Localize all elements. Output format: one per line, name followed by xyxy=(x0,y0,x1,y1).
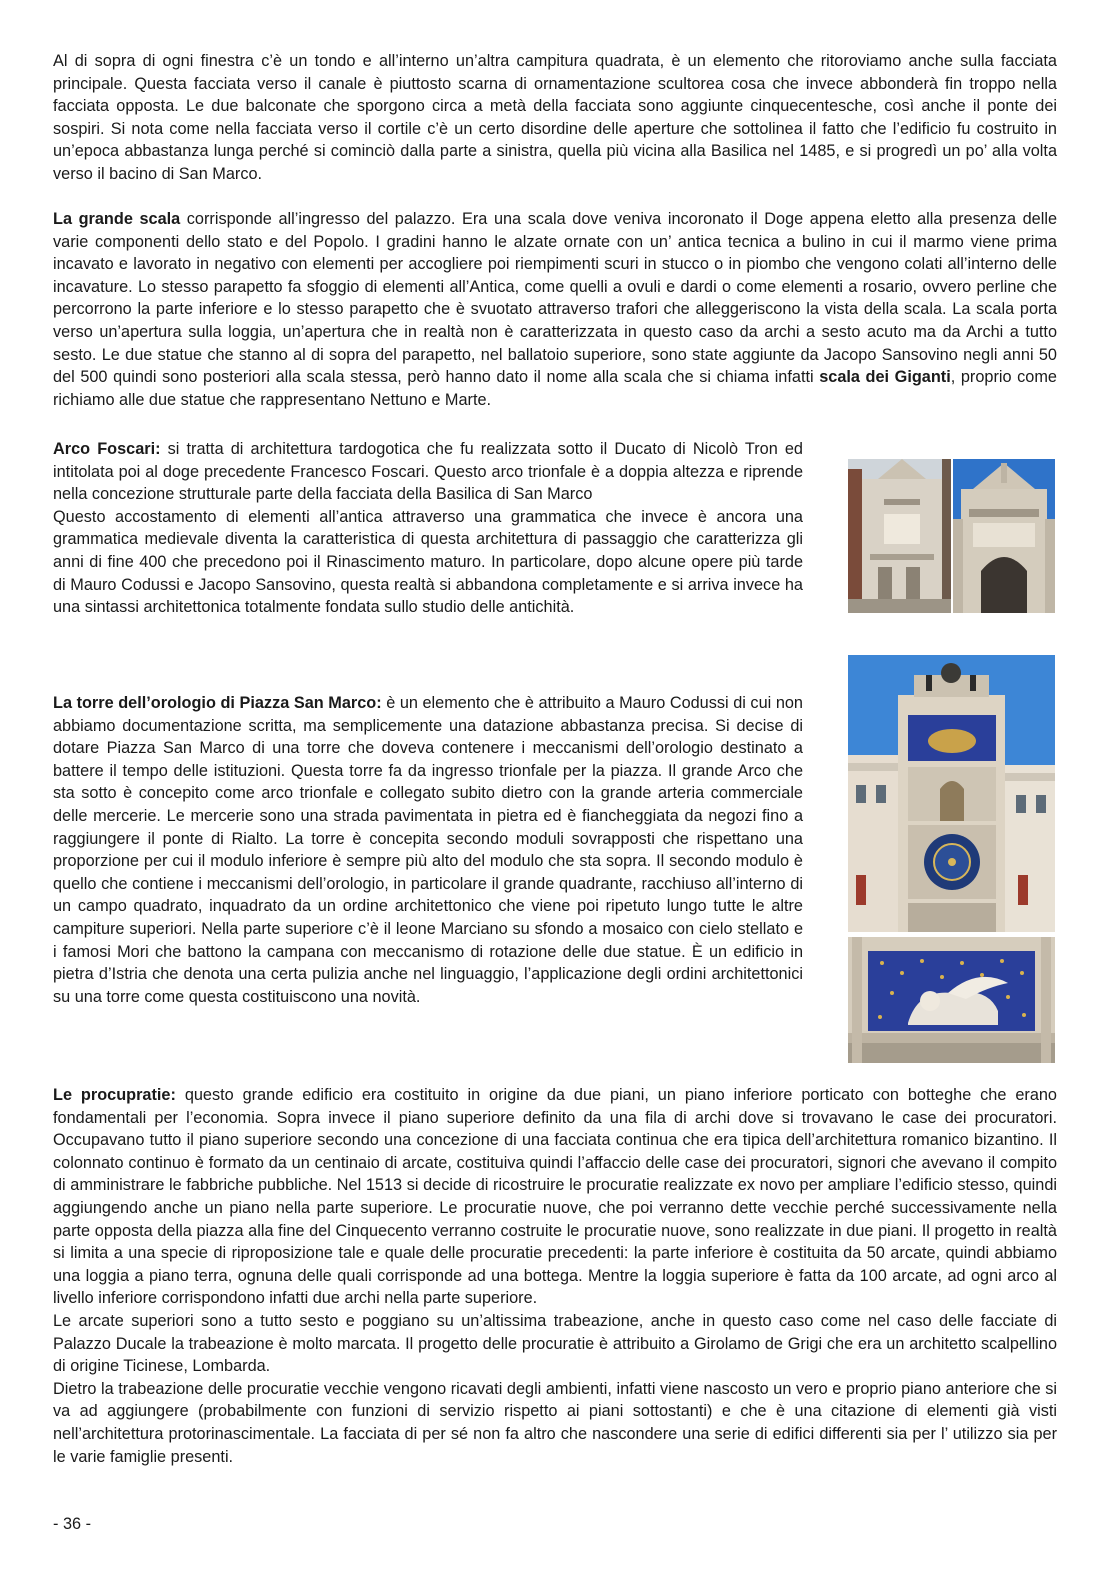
paragraph-facciata xyxy=(53,50,1057,186)
heading-procuratie: Le procupratie: xyxy=(53,1086,176,1104)
paragraph-text: Le arcate superiori sono a tutto sesto e poggiano su un’altissima trabeazione, anche in questo caso come nel caso delle facciate di Palazzo Ducale la trabeazione è molto marcata. Il progetto delle procuratie è attribuito a Girolamo de Grigi che era un architetto scalpellino di origine Ticinese, Lombarda. xyxy=(53,1311,1057,1376)
paragraph-text: Dietro la trabeazione delle procuratie vecchie vengono ricavati degli ambienti, infatti viene nascosto un vero e proprio piano anteriore che si va ad aggiungere (probabilmente con funzioni di servizio rispetto ai piani sottostanti) e che è una citazione di elementi già visti nell’architettura protorinascimentale. La facciata di per sé non fa altro che nascondere una serie di edifici differenti sia per l’ utilizzo sia per le varie famiglie presenti. xyxy=(53,1379,1057,1466)
paragraph-text: si tratta di architettura tardogotica che fu realizzata sotto il Ducato di Nicolò Tron ed intitolata poi al doge precedente Francesco Foscari. Questo arco trionfale è a doppia altezza e riprende nella concezione strutturale parte della facciata della Basilica di San Marco xyxy=(53,440,803,504)
paragraph-text: è un elemento che è attribuito a Mauro Codussi di cui non abbiamo documentazione scritta, ma semplicemente una datazione abbastanza precisa. Si decise di dotare Piazza San Marco di una torre che doveva contenere i meccanismi dell’orologio destinato a battere il tempo delle istituzioni. Questa torre fa da ingresso trionfale per la piazza. Il grande Arco che sta sotto è concepito come arco trionfale e collegato subito dietro con la grande arteria commerciale delle mercerie. Le mercerie sono una strada pavimentata in pietra ed è fiancheggiata da negozi fino a raggiungere il ponte di Rialto. La torre è concepita secondo moduli sovrapposti che rispettano una proporzione per cui il modulo inferiore è sempre più alto del modulo che sta sopra. Il secondo modulo è quello che contiene i meccanismi dell’orologio, in particolare il grande quadrante, racchiuso all’interno di un campo quadrato, inquadrato da un ordine architettonico che viene poi ripetuto lungo tutte le altre campiture superiori. Nella parte superiore c’è il leone Marciano su sfondo a mosaico con cielo stellato e i famosi Mori che battono la campana con meccanismo di rotazione delle due statue. È un edificio in pietra d’Istria che denota una certa pulizia anche nel linguaggio, l’applicazione degli ordini architettonici su una torre come questa costituiscono una novità. xyxy=(53,694,803,1006)
page-number: - 36 - xyxy=(53,1515,92,1533)
paragraph-arco-foscari xyxy=(53,438,803,619)
paragraph-text: Questo accostamento di elementi all’antica attraverso una grammatica che invece è ancora una grammatica medievale diventa la caratteristica di questa architettura di passaggio che caratterizza gli anni di fine 400 che precedono poi il Rinascimento maturo. In particolare, dopo alcune opere più tarde di Mauro Codussi e Jacopo Sansovino, questa realtà si abbandona completamente e si arriva invece ha una sintassi architettonica totalmente fondata sullo studio delle antichità. xyxy=(53,507,803,617)
torre-orologio-photo xyxy=(848,655,1055,932)
heading-grande-scala: La grande scala xyxy=(53,210,181,228)
arco-foscari-photo-right xyxy=(953,459,1055,613)
heading-arco-foscari: Arco Foscari: xyxy=(53,440,161,458)
paragraph-text: corrisponde all’ingresso del palazzo. Era una scala dove veniva incoronato il Doge appena eletto alla presenza delle varie componenti dello stato e del Popolo. I gradini hanno le alzate ornate con un’ antica tecnica a bulino in cui il marmo viene prima incavato e lavorato in negativo con elementi per accogliere poi riempimenti scuri in stucco o in piombo che vengono colati all’interno delle incavature. Lo stesso parapetto fa sfoggio di elementi all’Antica, come quelli a ovuli e dardi o come elementi a rosario, ovvero perline che percorrono la parte inferiore e lo stesso parapetto che è svuotato attraverso trafori che alleggeriscono la vista della scala. La scala porta verso un’apertura sulla loggia, un’apertura che in realtà non è caratterizzata in questo caso da archi a sesto acuto ma da Archi a tutto sesto. Le due statue che stanno al di sopra del parapetto, nel ballatoio superiore, sono state aggiunte da Jacopo Sansovino negli anni 50 del 500 quindi sono posteriori alla scala stessa, però hanno dato il nome alla scala che si chiama infatti xyxy=(53,210,1057,387)
paragraph-torre-orologio xyxy=(53,692,803,1008)
paragraph-procuratie xyxy=(53,1084,1057,1468)
paragraph-grande-scala xyxy=(53,208,1057,411)
paragraph-text: , proprio come richiamo alle due statue che rappresentano Nettuno e Marte. xyxy=(53,368,1057,409)
leone-marciano-photo xyxy=(848,937,1055,1063)
heading-torre-orologio: La torre dell’orologio di Piazza San Marco: xyxy=(53,694,382,712)
term-scala-dei-giganti: scala dei Giganti xyxy=(819,368,951,387)
paragraph-text: questo grande edificio era costituito in origine da due piani, un piano inferiore porticato con botteghe che erano fondamentali per l’economia. Sopra invece il piano superiore definito da una fila di archi dove si trovavano le case dei procuratori. Occupavano tutto il piano superiore secondo una concezione di una facciata continua che era tipica dell’architettura romanico bizantino. Il colonnato continuo è formato da un centinaio di arcate, costituiva quindi l’affaccio delle case dei procuratori, signori che avevano il compito di amministrare le fabbriche pubbliche. Nel 1513 si decide di ricostruire le procuratie realizzate ex novo per ampliare l’edificio stesso, quindi aggiungendo anche un piano nella parte superiore. Le procuratie nuove, che poi verranno dette vecchie perché successivamente nella parte opposta della piazza alla fine del Cinquecento verranno costruite le procuratie nuove, sono realizzate in due piani. Il progetto in realtà si limita a una specie di riproposizione tale e quale delle procuratie precedenti: la parte inferiore è costituita da 50 arcate, quindi abbiamo una loggia a piano terra, ognuna delle quali corrisponde ad una bottega. Mentre la loggia superiore è fatta da 100 arcate, ad ogni arco al livello inferiore corrispondono infatti due archi nella parte superiore. xyxy=(53,1086,1057,1308)
arco-foscari-photo-left xyxy=(848,459,951,613)
paragraph-text: Al di sopra di ogni finestra c’è un tondo e all’interno un’altra campitura quadrata, è un elemento che ritoroviamo anche sulla facciata principale. Questa facciata verso il canale è piuttosto scarna di ornamentazione scultorea cosa che invece abbonderà fin troppo nella facciata opposta. Le due balconate che sporgono circa a metà della facciata sono aggiunte cinquecentesche, così anche il ponte dei sospiri. Si nota come nella facciata verso il cortile c’è un certo disordine delle aperture che sottolinea il fatto che l’edificio fu costruito in un’epoca abbastanza lunga perché si cominciò dalla parte a sinistra, quella più vicina alla Basilica nel 1485, e si progredì un po’ alla volta verso il bacino di San Marco. xyxy=(53,52,1057,183)
